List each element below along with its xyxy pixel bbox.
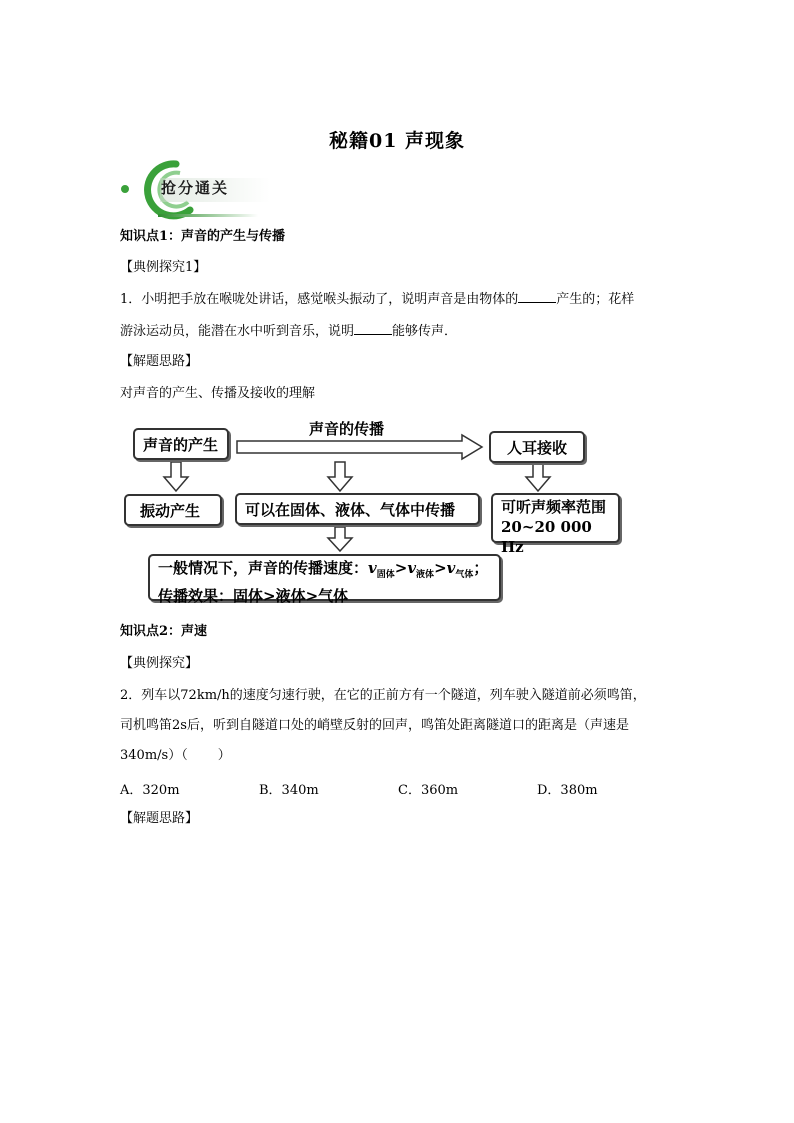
kp1-example-label: 【典例探究1】 bbox=[120, 260, 207, 275]
kp2-solution-label: 【解题思路】 bbox=[120, 811, 199, 826]
v-liquid: v bbox=[407, 559, 417, 577]
vibration-label: 振动产生 bbox=[140, 502, 201, 520]
q1-text-b: 产生的；花样 bbox=[556, 292, 635, 307]
q1-text-c: 游泳运动员，能潜在水中听到音乐，说明 bbox=[120, 324, 355, 339]
sub-gas: 气体 bbox=[455, 570, 474, 580]
box-media bbox=[235, 493, 480, 525]
gt-sign: > bbox=[394, 559, 408, 577]
question-2-line-2: 司机鸣笛2s后，听到自隧道口处的峭壁反射的回声，鸣笛处距离隧道口的距离是（声速是 bbox=[120, 718, 629, 733]
production-label: 声音的产生 bbox=[143, 436, 219, 454]
q1-text-d: 能够传声． bbox=[392, 324, 458, 339]
reception-label: 人耳接收 bbox=[507, 439, 568, 457]
v-gas: v bbox=[446, 559, 456, 577]
option-c[interactable]: C．360m bbox=[398, 783, 459, 798]
q1-text-a: 1．小明把手放在喉咙处讲话，感觉喉头振动了，说明声音是由物体的 bbox=[120, 292, 519, 307]
box-audible-range bbox=[491, 493, 620, 556]
speed-line-1 bbox=[158, 558, 499, 586]
range-label-1: 可听声频率范围 bbox=[501, 498, 607, 516]
kp1-heading: 知识点1：声音的产生与传播 bbox=[120, 229, 286, 244]
box-ear-reception bbox=[489, 431, 585, 463]
sub-solid: 固体 bbox=[376, 570, 395, 580]
box-sound-production bbox=[133, 428, 229, 460]
speed-line-2: 传播效果：固体>液体>气体 bbox=[158, 587, 349, 605]
q2-text-b: ） bbox=[217, 748, 231, 763]
box-vibration bbox=[124, 494, 222, 526]
gt-sign: > bbox=[434, 559, 447, 577]
option-d[interactable]: D．380m bbox=[537, 783, 598, 798]
q2-text-a: 340m/s）（ bbox=[120, 748, 188, 763]
question-2-line-3 bbox=[120, 746, 231, 766]
kp2-heading: 知识点2：声速 bbox=[120, 624, 208, 639]
kp2-example-label: 【典例探究】 bbox=[120, 656, 199, 671]
option-a[interactable]: A．320m bbox=[120, 783, 180, 798]
semicolon: ； bbox=[473, 559, 489, 577]
sub-liquid: 液体 bbox=[416, 570, 435, 580]
box-speed bbox=[148, 554, 501, 605]
speed-text: 一般情况下，声音的传播速度： bbox=[158, 559, 369, 577]
v-solid: v bbox=[368, 559, 377, 577]
kp1-solution-text: 对声音的产生、传播及接收的理解 bbox=[120, 386, 316, 401]
kp1-solution-label: 【解题思路】 bbox=[120, 354, 199, 369]
question-2-line-1: 2．列车以72km/h的速度匀速行驶，在它的正前方有一个隧道，列车驶入隧道前必须鸣笛， bbox=[120, 688, 646, 703]
banner-label: 抢分通关 bbox=[161, 179, 230, 197]
page-title: 秘籍01 声现象 bbox=[328, 130, 466, 152]
range-label-2: 20~20 000 Hz bbox=[501, 518, 592, 556]
propagation-label: 声音的传播 bbox=[309, 420, 385, 438]
option-b[interactable]: B．340m bbox=[259, 783, 319, 798]
media-label: 可以在固体、液体、气体中传播 bbox=[245, 501, 456, 519]
